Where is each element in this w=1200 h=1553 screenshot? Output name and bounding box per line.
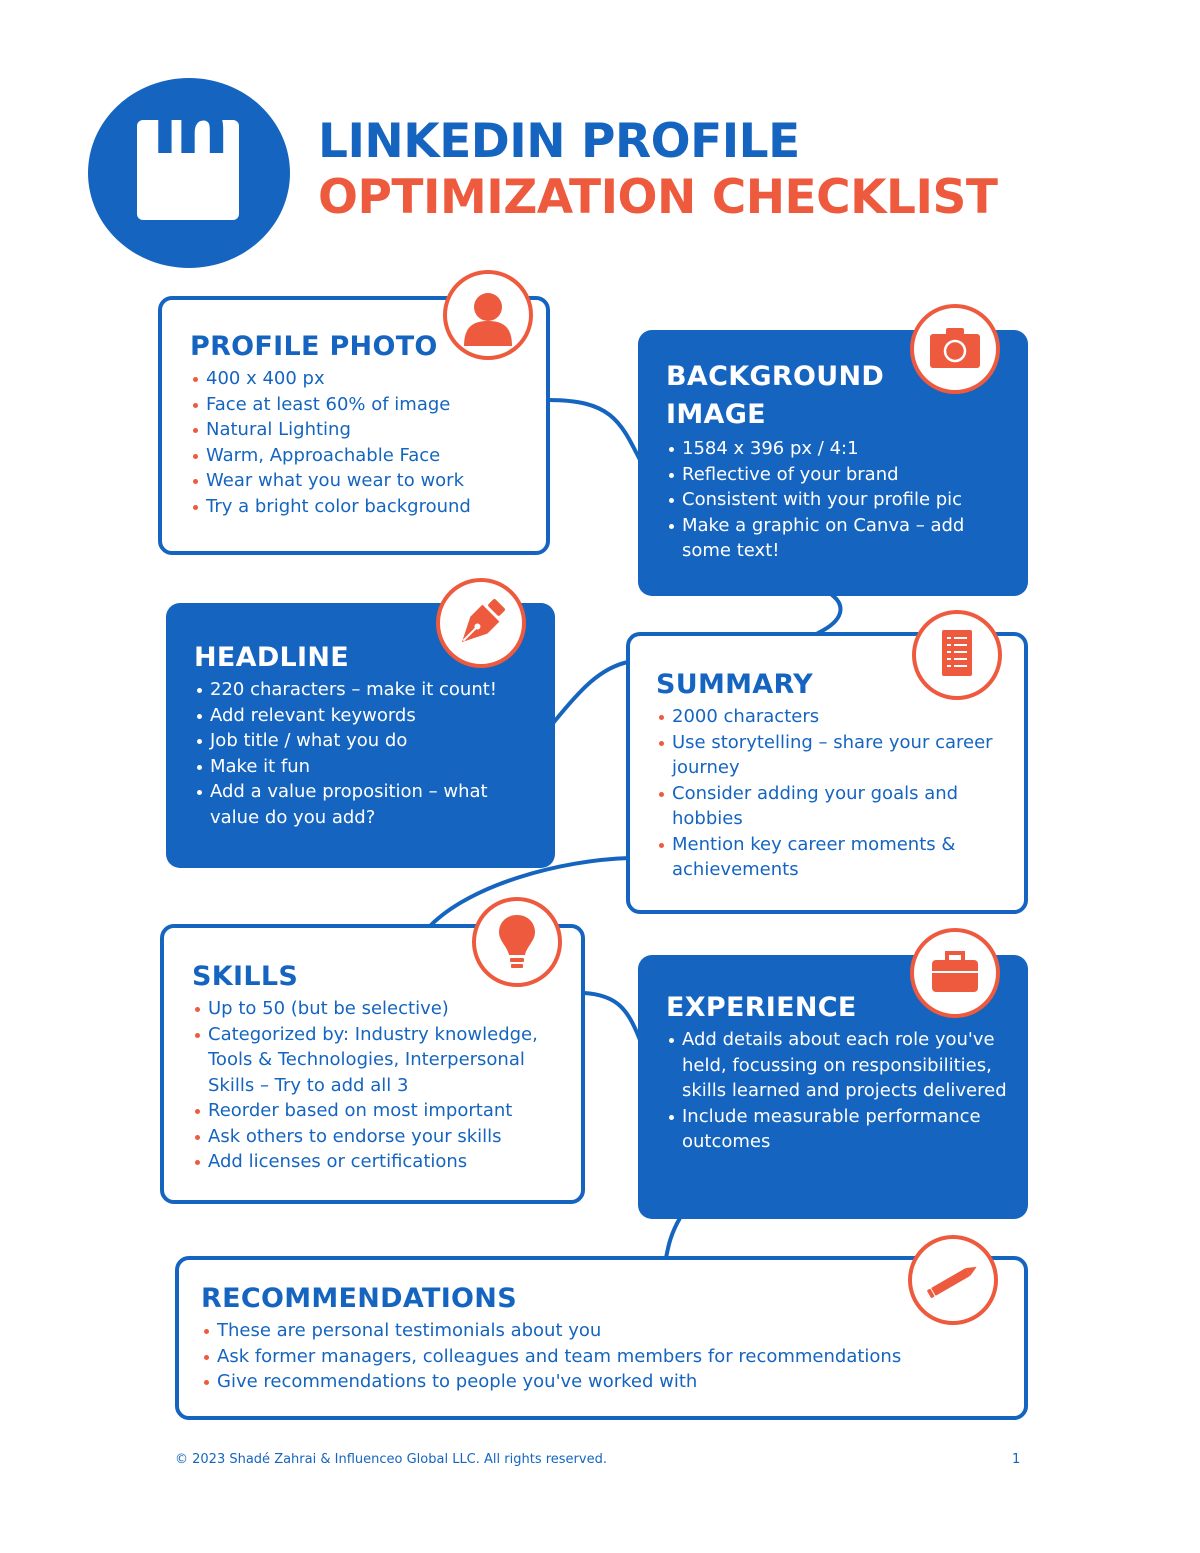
lightbulb-icon: [476, 901, 558, 983]
pencil-icon: [912, 1239, 994, 1321]
logo-text: in: [151, 82, 227, 171]
checklist-item: 400 x 400 px: [190, 366, 526, 392]
checklist-item: Mention key career moments & achievements: [656, 832, 1004, 883]
page-title-line2: OPTIMIZATION CHECKLIST: [318, 170, 998, 225]
checklist-item: Consider adding your goals and hobbies: [656, 781, 1004, 832]
experience-badge: [910, 928, 1000, 1018]
recommendations-card: [175, 1256, 1028, 1420]
checklist-item: Make it fun: [194, 754, 535, 780]
checklist-item: Try a bright color background: [190, 494, 526, 520]
skills-badge: [472, 897, 562, 987]
pen-nib-icon: [440, 582, 522, 664]
checklist-item: Add details about each role you've held, focussing on responsibilities, skills learned and projects delivered: [666, 1027, 1008, 1104]
page-title-line1: LINKEDIN PROFILE: [318, 114, 800, 169]
connector-headline-summary: [554, 662, 628, 722]
background-image-list: [666, 436, 1008, 564]
checklist-item: Natural Lighting: [190, 417, 526, 443]
profile-photo-list: [190, 366, 526, 519]
checklist-item: Job title / what you do: [194, 728, 535, 754]
recommendations-badge: [908, 1235, 998, 1325]
checklist-item: Include measurable performance outcomes: [666, 1104, 1008, 1155]
skills-list: [192, 996, 561, 1175]
checklist-item: Give recommendations to people you've worked with: [201, 1369, 1004, 1395]
checklist-item: Add licenses or certifications: [192, 1149, 561, 1175]
summary-title: SUMMARY: [656, 669, 813, 700]
connector-photo-background: [548, 400, 640, 460]
summary-badge: [912, 610, 1002, 700]
recommendations-list: [201, 1318, 1004, 1395]
checklist-item: Face at least 60% of image: [190, 392, 526, 418]
experience-list: [666, 1027, 1008, 1155]
checklist-item: Categorized by: Industry knowledge, Tools & Technologies, Interpersonal Skills – Try to add all 3: [192, 1022, 561, 1099]
experience-title: EXPERIENCE: [666, 992, 857, 1023]
document-list-icon: [916, 614, 998, 696]
checklist-item: Use storytelling – share your career journey: [656, 730, 1004, 781]
copyright-text: © 2023 Shadé Zahrai & Influenceo Global LLC. All rights reserved.: [175, 1452, 607, 1467]
checklist-item: Add relevant keywords: [194, 703, 535, 729]
headline-list: [194, 677, 535, 830]
briefcase-icon: [914, 932, 996, 1014]
profile-photo-title: PROFILE PHOTO: [190, 331, 438, 362]
checklist-item: 2000 characters: [656, 704, 1004, 730]
headline-title: HEADLINE: [194, 642, 350, 673]
connector-background-summary: [818, 595, 840, 633]
checklist-item: Reorder based on most important: [192, 1098, 561, 1124]
page-number: 1: [1012, 1452, 1021, 1467]
connector-skills-experience: [584, 993, 640, 1040]
background-image-title-line1: BACKGROUND: [666, 361, 885, 392]
checklist-item: Reflective of your brand: [666, 462, 1008, 488]
checklist-item: Warm, Approachable Face: [190, 443, 526, 469]
checklist-item: Consistent with your profile pic: [666, 487, 1008, 513]
profile-photo-badge: [443, 270, 533, 360]
background-image-badge: [910, 304, 1000, 394]
summary-list: [656, 704, 1004, 883]
checklist-item: Ask former managers, colleagues and team members for recommendations: [201, 1344, 1004, 1370]
connector-experience-recommendations: [666, 1218, 680, 1258]
skills-title: SKILLS: [192, 961, 299, 992]
recommendations-title: RECOMMENDATIONS: [201, 1283, 517, 1314]
camera-icon: [914, 308, 996, 390]
person-icon: [447, 274, 529, 356]
checklist-item: Ask others to endorse your skills: [192, 1124, 561, 1150]
checklist-item: 1584 x 396 px / 4:1: [666, 436, 1008, 462]
headline-badge: [436, 578, 526, 668]
checklist-item: Make a graphic on Canva – add some text!: [666, 513, 1008, 564]
checklist-item: Wear what you wear to work: [190, 468, 526, 494]
background-image-title-line2: IMAGE: [666, 399, 766, 430]
checklist-item: 220 characters – make it count!: [194, 677, 535, 703]
checklist-item: Up to 50 (but be selective): [192, 996, 561, 1022]
checklist-item: These are personal testimonials about you: [201, 1318, 1004, 1344]
linkedin-logo: [88, 78, 290, 268]
checklist-item: Add a value proposition – what value do you add?: [194, 779, 535, 830]
